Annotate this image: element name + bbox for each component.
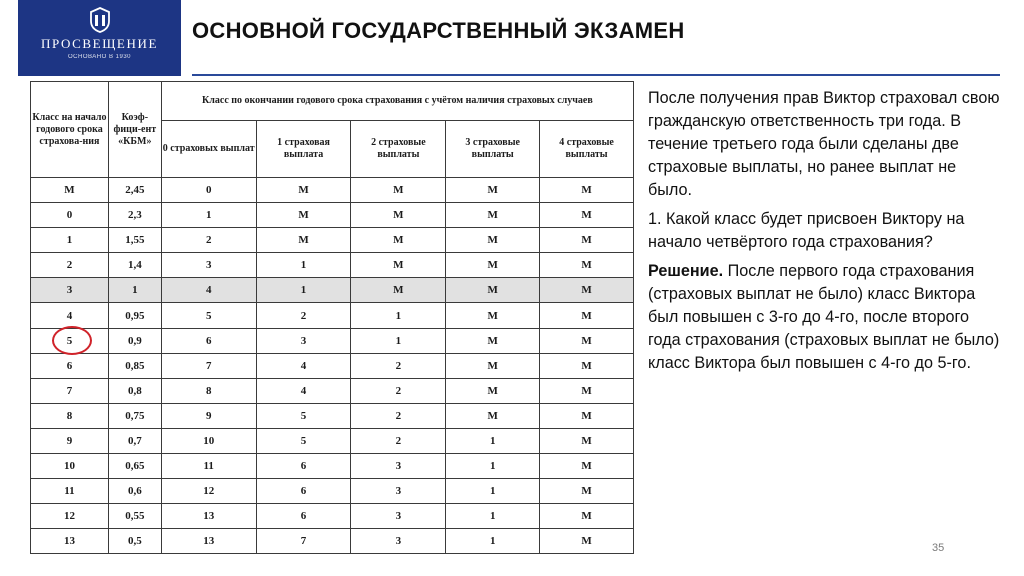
table-cell: 1 — [161, 203, 256, 228]
kbm-table — [30, 81, 634, 554]
table-cell: 3 — [161, 253, 256, 278]
table-cell: М — [540, 454, 634, 479]
page-title: ОСНОВНОЙ ГОСУДАРСТВЕННЫЙ ЭКЗАМЕН — [192, 18, 685, 43]
table-cell: 6 — [256, 504, 351, 529]
table-cell: 10 — [161, 428, 256, 453]
table-cell: 0,7 — [108, 428, 161, 453]
table-cell: 2 — [351, 428, 446, 453]
table-cell: 1 — [351, 328, 446, 353]
table-cell: 11 — [31, 479, 109, 504]
table-cell: М — [540, 178, 634, 203]
table-cell: 1 — [108, 278, 161, 303]
table-row — [31, 479, 634, 504]
page-number: 35 — [932, 542, 945, 554]
table-cell: М — [351, 253, 446, 278]
table-cell: 1 — [446, 479, 540, 504]
solution-label: Решение. — [648, 262, 724, 280]
table-cell: М — [446, 353, 540, 378]
header-class-end-group: Класс по окончании годового срока страхования с учётом наличия страховых случаев — [161, 82, 633, 121]
table-cell: 0,95 — [108, 303, 161, 328]
table-cell: М — [446, 278, 540, 303]
table-cell: 3 — [31, 278, 109, 303]
table-cell: 1 — [256, 278, 351, 303]
table-cell: М — [256, 228, 351, 253]
table-cell: 6 — [256, 454, 351, 479]
table-row — [31, 378, 634, 403]
table-cell: 3 — [351, 529, 446, 554]
table-cell: 11 — [161, 454, 256, 479]
table-cell: 1,4 — [108, 253, 161, 278]
table-cell: 4 — [31, 303, 109, 328]
table-cell: М — [256, 178, 351, 203]
solution-body: После первого года страхования (страховых выплат не было) класс Виктора был повышен с 3-го до 4-го, после второго года страхования (страховых выплат не было) класс Виктора был повышен с 4-го до 5-го. — [648, 262, 1000, 372]
kbm-table-body — [31, 178, 634, 554]
table-cell: 2 — [351, 403, 446, 428]
table-cell: 0,5 — [108, 529, 161, 554]
table-cell — [31, 328, 109, 353]
table-cell: М — [540, 504, 634, 529]
table-row — [31, 428, 634, 453]
table-cell: М — [351, 178, 446, 203]
table-cell: М — [446, 303, 540, 328]
header-payouts-1: 1 страховая выплата — [256, 121, 351, 178]
table-cell: М — [540, 353, 634, 378]
table-cell: 7 — [256, 529, 351, 554]
table-cell: 6 — [31, 353, 109, 378]
table-cell: 1 — [31, 228, 109, 253]
table-cell: 12 — [161, 479, 256, 504]
table-cell: 13 — [31, 529, 109, 554]
table-cell: М — [540, 328, 634, 353]
table-row — [31, 529, 634, 554]
title-underline — [192, 74, 1000, 76]
logo-subtitle: ОСНОВАНО В 1930 — [68, 54, 131, 60]
table-cell: М — [351, 203, 446, 228]
table-cell: 0 — [161, 178, 256, 203]
header-payouts-4: 4 страховые выплаты — [540, 121, 634, 178]
table-cell: 10 — [31, 454, 109, 479]
table-cell: 2 — [256, 303, 351, 328]
table-cell: 1,55 — [108, 228, 161, 253]
table-cell: 0,55 — [108, 504, 161, 529]
table-cell: 2,3 — [108, 203, 161, 228]
table-cell: 4 — [256, 378, 351, 403]
table-row — [31, 228, 634, 253]
table-cell: М — [540, 529, 634, 554]
table-cell: М — [446, 178, 540, 203]
table-cell: 9 — [31, 428, 109, 453]
header-kbm: Коэф-фици-ент «КБМ» — [108, 82, 161, 178]
table-row — [31, 353, 634, 378]
table-cell: 3 — [351, 479, 446, 504]
table-cell: 2 — [351, 353, 446, 378]
table-cell: 0,85 — [108, 353, 161, 378]
table-cell: 0,75 — [108, 403, 161, 428]
table-cell: 13 — [161, 504, 256, 529]
table-cell: М — [540, 403, 634, 428]
table-cell: 1 — [351, 303, 446, 328]
table-cell: 6 — [256, 479, 351, 504]
table-cell: М — [351, 278, 446, 303]
table-cell: М — [446, 328, 540, 353]
table-cell: 1 — [446, 529, 540, 554]
table-cell: 0,6 — [108, 479, 161, 504]
table-cell: 1 — [446, 504, 540, 529]
table-cell: 1 — [446, 454, 540, 479]
table-cell: М — [446, 403, 540, 428]
table-row — [31, 403, 634, 428]
header-payouts-2: 2 страховые выплаты — [351, 121, 446, 178]
publisher-logo — [18, 0, 181, 76]
table-cell: 8 — [161, 378, 256, 403]
table-cell: 2,45 — [108, 178, 161, 203]
circled-class-value: 5 — [66, 334, 73, 347]
table-cell: М — [540, 253, 634, 278]
table-cell: М — [540, 203, 634, 228]
table-cell: 3 — [351, 454, 446, 479]
table-cell: 3 — [351, 504, 446, 529]
table-cell: 2 — [31, 253, 109, 278]
table-cell: 7 — [161, 353, 256, 378]
table-cell: М — [446, 378, 540, 403]
table-row — [31, 504, 634, 529]
table-cell: 2 — [351, 378, 446, 403]
solution-text — [648, 260, 1003, 375]
table-cell: М — [446, 253, 540, 278]
table-row — [31, 303, 634, 328]
logo-emblem-icon — [89, 7, 111, 33]
table-row — [31, 454, 634, 479]
kbm-table-container — [30, 81, 634, 554]
table-cell: 0,9 — [108, 328, 161, 353]
logo-name: ПРОСВЕЩЕНИЕ — [41, 36, 158, 51]
table-cell: 0 — [31, 203, 109, 228]
table-cell: М — [446, 203, 540, 228]
table-cell: М — [540, 378, 634, 403]
header-payouts-3: 3 страховые выплаты — [446, 121, 540, 178]
question-text: 1. Какой класс будет присвоен Виктору на начало четвёртого года страхования? — [648, 210, 965, 251]
table-row — [31, 328, 634, 353]
table-cell: 5 — [256, 403, 351, 428]
problem-statement: После получения прав Виктор страховал свою гражданскую ответственность три года. В течение третьего года были сделаны две страховые выплаты, но ранее выплат не было. — [648, 89, 1000, 199]
table-cell: 4 — [161, 278, 256, 303]
table-cell: 1 — [446, 428, 540, 453]
table-cell: 0,65 — [108, 454, 161, 479]
table-cell: 1 — [256, 253, 351, 278]
table-cell: 3 — [256, 328, 351, 353]
table-cell: 0,8 — [108, 378, 161, 403]
table-cell: М — [540, 303, 634, 328]
table-cell: М — [256, 203, 351, 228]
table-cell: 9 — [161, 403, 256, 428]
table-cell: М — [31, 178, 109, 203]
table-cell: М — [446, 228, 540, 253]
table-cell: 7 — [31, 378, 109, 403]
task-text — [648, 87, 1003, 381]
table-cell: 6 — [161, 328, 256, 353]
table-cell: 13 — [161, 529, 256, 554]
table-cell: 5 — [256, 428, 351, 453]
table-cell: 4 — [256, 353, 351, 378]
table-cell: 2 — [161, 228, 256, 253]
header-class-start: Класс на начало годового срока страхова-ния — [31, 82, 109, 178]
table-cell: М — [540, 228, 634, 253]
table-cell: 8 — [31, 403, 109, 428]
table-row — [31, 178, 634, 203]
table-row — [31, 203, 634, 228]
table-cell: М — [540, 479, 634, 504]
table-cell: М — [351, 228, 446, 253]
header-payouts-0: 0 страховых выплат — [161, 121, 256, 178]
table-cell: 12 — [31, 504, 109, 529]
table-cell: 5 — [161, 303, 256, 328]
table-row — [31, 253, 634, 278]
table-row — [31, 278, 634, 303]
table-cell: М — [540, 428, 634, 453]
table-cell: М — [540, 278, 634, 303]
